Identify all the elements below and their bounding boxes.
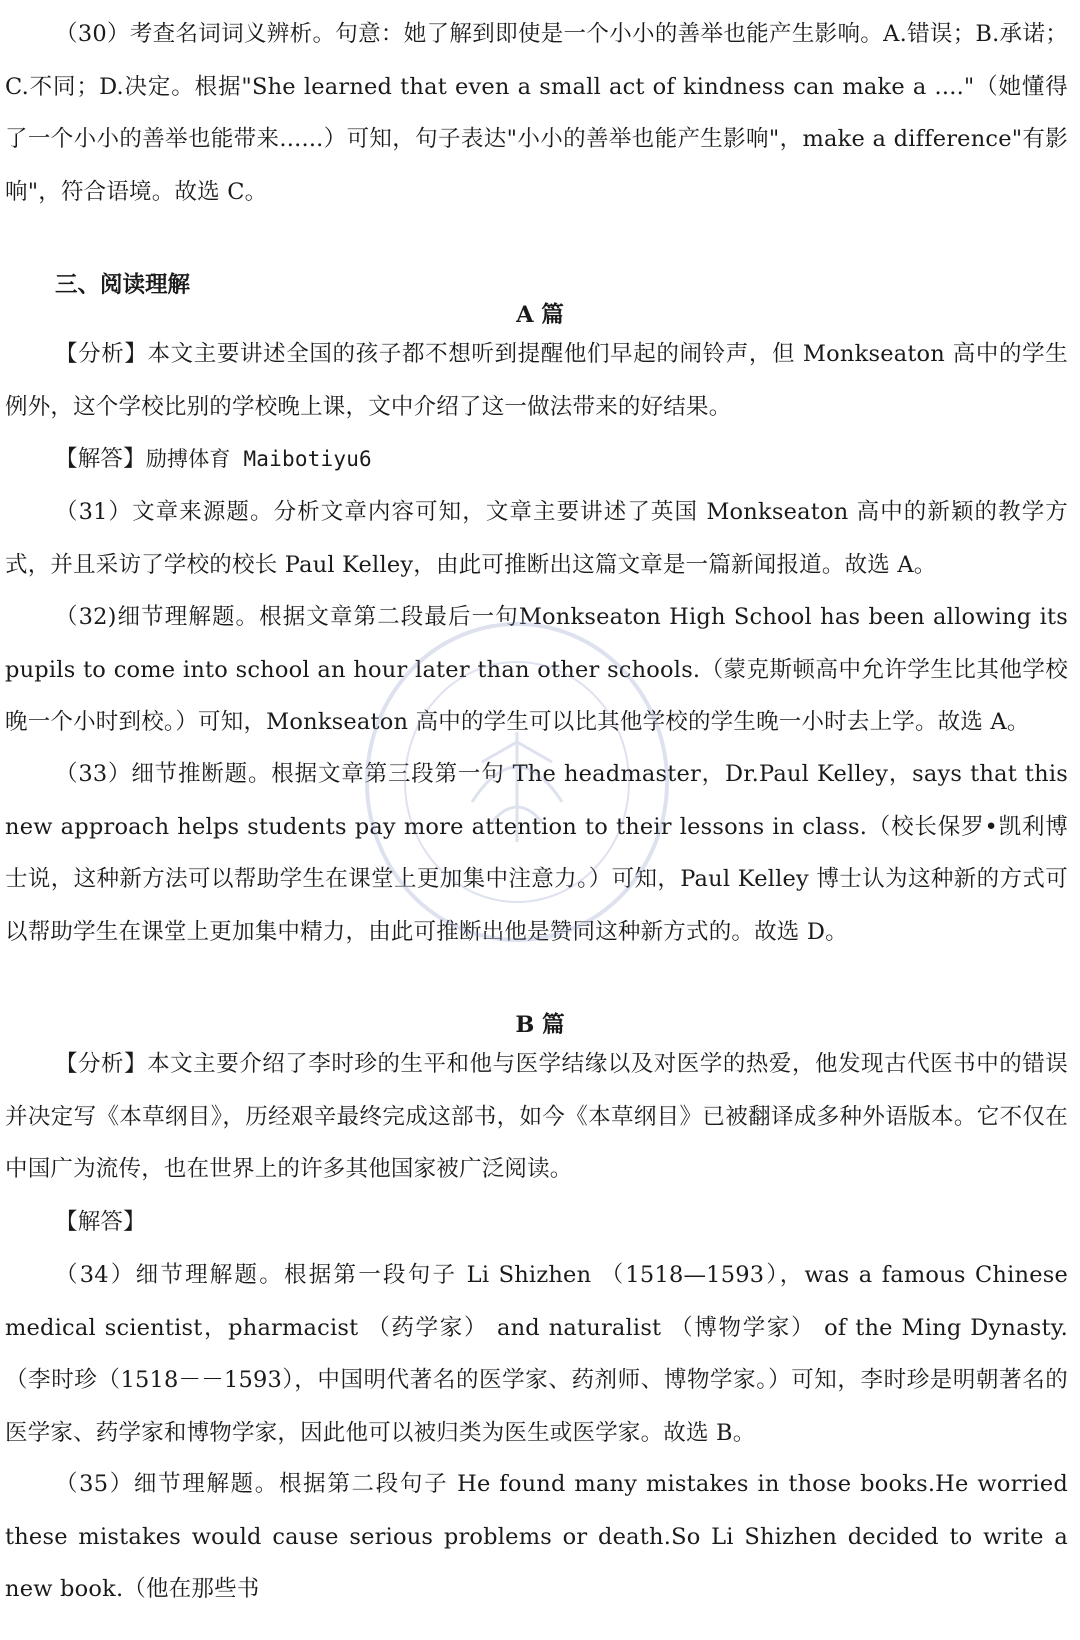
paragraph-a-analysis: 【分析】本文主要讲述全国的孩子都不想听到提醒他们早起的闹铃声，但 Monkseaton 高中的学生例外，这个学校比别的学校晚上课，文中介绍了这一做法带来的好结果。	[5, 341, 1068, 420]
part-a-title: A 篇	[516, 302, 564, 328]
paragraph-q33: （33）细节推断题。根据文章第三段第一句 The headmaster，Dr.Paul Kelley，says that this new approach helps students pay more attention to their lessons in class.（校长保罗•凯利博士说，这种新方法可以帮助学生在课堂上更加集中注意力。）可知，Paul Kelley 博士认为这种新的方式可以帮助学生在课堂上更加集中精力，由此可推断出他是赞同这种新方式的。故选 D。	[5, 761, 1068, 945]
paragraph-b-answer: 【解答】	[55, 1209, 146, 1235]
paragraph-q32: （32)细节理解题。根据文章第二段最后一句Monkseaton High School has been allowing its pupils to come into school an hour later than other schools.（蒙克斯顿高中允许学生比其他学校晚一个小时到校。）可知，Monkseaton 高中的学生可以比其他学校的学生晚一小时去上学。故选 A。	[5, 604, 1068, 735]
part-b-title: B 篇	[515, 1012, 565, 1038]
paragraph-q30: （30）考查名词词义辨析。句意：她了解到即使是一个小小的善举也能产生影响。A.错误；B.承诺；C.不同；D.决定。根据"She learned that even a small act of kindness can make a ...."（她懂得了一个小小的善举也能带来......）可知，句子表达"小小的善举也能产生影响"，make a difference"有影响"，符合语境。故选 C。	[5, 21, 1068, 205]
answer-label: 【解答】	[55, 446, 146, 472]
paragraph-q31: （31）文章来源题。分析文章内容可知，文章主要讲述了英国 Monkseaton 高中的新颖的教学方式，并且采访了学校的校长 Paul Kelley，由此可推断出这篇文章是一篇新闻报道。故选 A。	[5, 499, 1068, 578]
paragraph-q34: （34）细节理解题。根据第一段句子 Li Shizhen （1518—1593），was a famous Chinese medical scientist，pharmacist （药学家） and naturalist （博物学家） of the Ming Dynasty.（李时珍（1518－－1593），中国明代著名的医学家、药剂师、博物学家。）可知，李时珍是明朝著名的医学家、药学家和博物学家，因此他可以被归类为医生或医学家。故选 B。	[5, 1262, 1068, 1446]
paragraph-a-answer	[5, 433, 1068, 486]
answer-note: 励搏体育 Maibotiyu6	[145, 447, 372, 471]
paragraph-b-analysis: 【分析】本文主要介绍了李时珍的生平和他与医学结缘以及对医学的热爱，他发现古代医书中的错误并决定写《本草纲目》，历经艰辛最终完成这部书，如今《本草纲目》已被翻译成多种外语版本。它不仅在中国广为流传，也在世界上的许多其他国家被广泛阅读。	[5, 1051, 1068, 1182]
section-heading-reading: 三、阅读理解	[55, 272, 191, 298]
paragraph-q35: （35）细节理解题。根据第二段句子 He found many mistakes in those books.He worried these mistakes would cause serious problems or death.So Li Shizhen decided to write a new book.（他在那些书	[5, 1471, 1068, 1602]
